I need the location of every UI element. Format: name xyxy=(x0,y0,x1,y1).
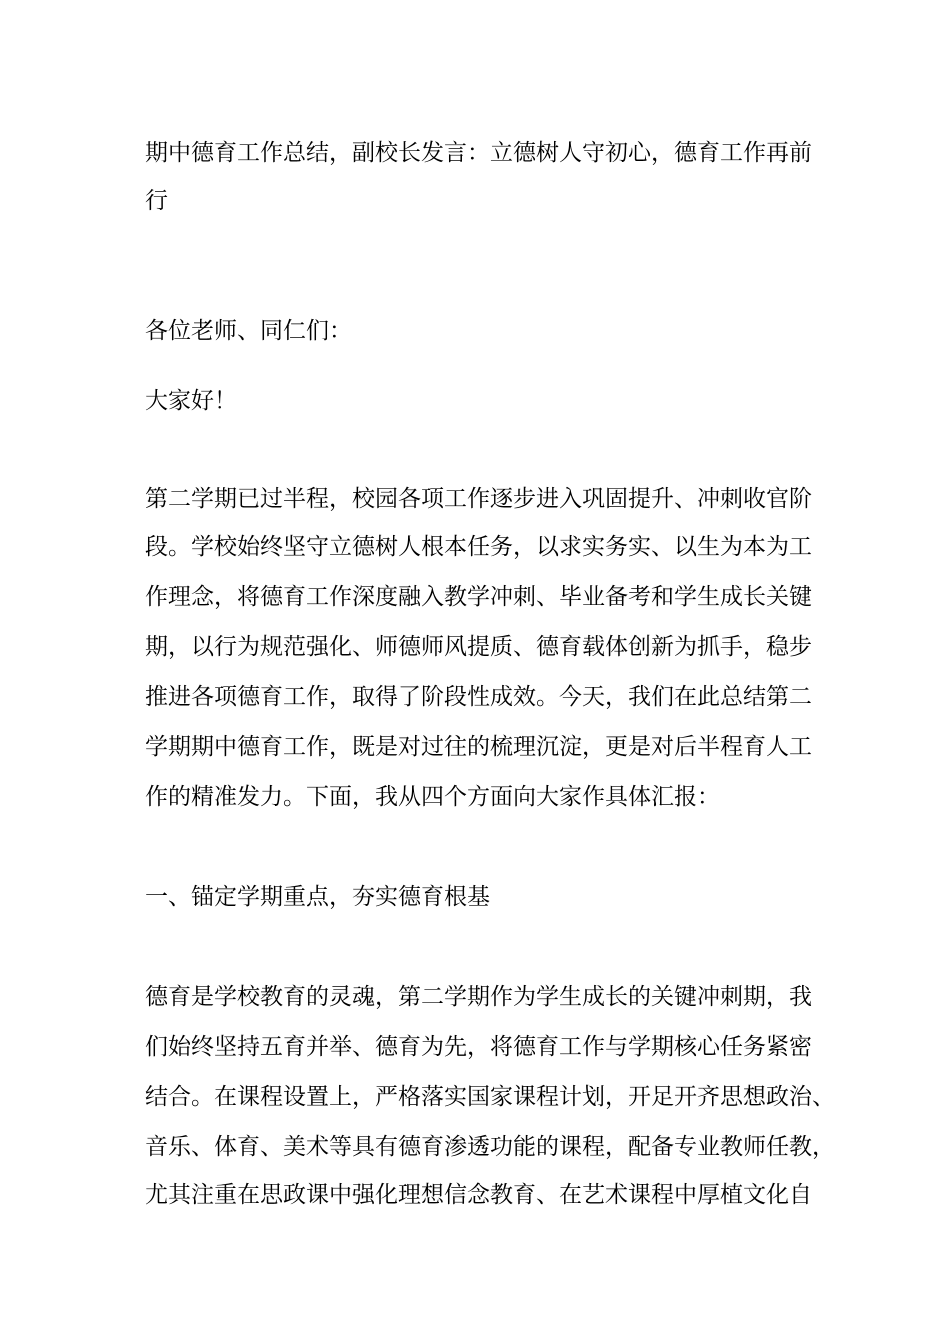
salutation: 各位老师、同仁们： xyxy=(145,318,352,344)
section-1-line-3: 结合。在课程设置上，严格落实国家课程计划，开足开齐思想政治、 xyxy=(145,1084,835,1110)
intro-line-6: 学期期中德育工作，既是对过往的梳理沉淀，更是对后半程育人工 xyxy=(145,734,812,760)
title-line-1: 期中德育工作总结，副校长发言：立德树人守初心，德育工作再前 xyxy=(145,140,812,166)
section-1-line-2: 们始终坚持五育并举、德育为先，将德育工作与学期核心任务紧密 xyxy=(145,1034,812,1060)
section-1-heading: 一、锚定学期重点，夯实德育根基 xyxy=(145,884,490,910)
intro-line-3: 作理念，将德育工作深度融入教学冲刺、毕业备考和学生成长关键 xyxy=(145,584,812,610)
intro-line-7: 作的精准发力。下面，我从四个方面向大家作具体汇报： xyxy=(145,784,720,810)
intro-line-4: 期，以行为规范强化、师德师风提质、德育载体创新为抓手，稳步 xyxy=(145,634,812,660)
section-1-line-5: 尤其注重在思政课中强化理想信念教育、在艺术课程中厚植文化自 xyxy=(145,1182,812,1208)
section-1-line-1: 德育是学校教育的灵魂，第二学期作为学生成长的关键冲刺期，我 xyxy=(145,984,812,1010)
intro-line-5: 推进各项德育工作，取得了阶段性成效。今天，我们在此总结第二 xyxy=(145,684,812,710)
section-1-line-4: 音乐、体育、美术等具有德育渗透功能的课程，配备专业教师任教， xyxy=(145,1134,835,1160)
intro-line-2: 段。学校始终坚守立德树人根本任务，以求实务实、以生为本为工 xyxy=(145,534,812,560)
title-line-2: 行 xyxy=(145,188,168,214)
intro-line-1: 第二学期已过半程，校园各项工作逐步进入巩固提升、冲刺收官阶 xyxy=(145,486,812,512)
greeting: 大家好！ xyxy=(145,388,237,414)
